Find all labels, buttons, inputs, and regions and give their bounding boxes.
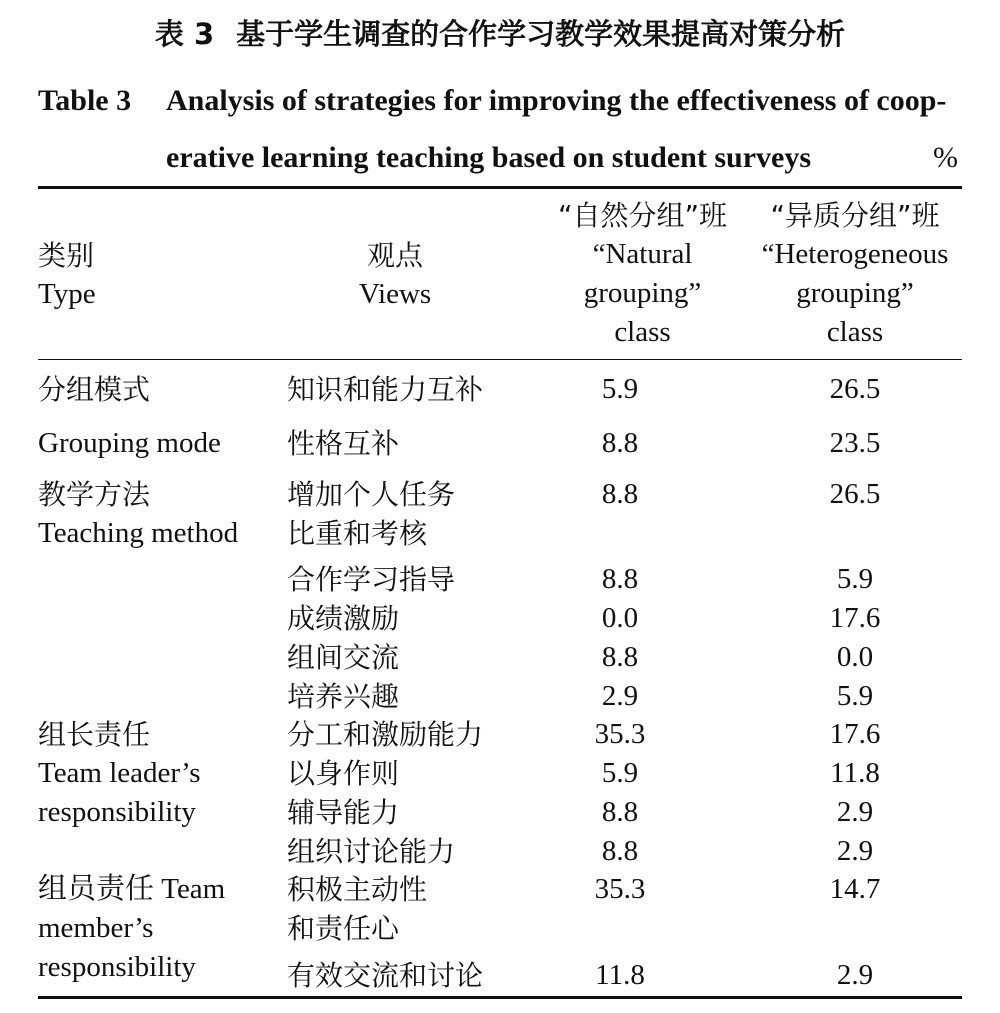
header-type-en: Type	[38, 278, 96, 310]
table-title-english-line1: Analysis of strategies for improving the effectiveness of coop-	[166, 84, 947, 117]
natural-value: 8.8	[601, 835, 639, 867]
view-cell: 和责任心	[287, 912, 400, 945]
header-hetero-line: “异质分组”班	[770, 199, 940, 232]
table-number-chinese: 表 3	[154, 17, 215, 51]
bottom-rule	[38, 996, 962, 999]
type-cell	[38, 424, 221, 463]
type-cell	[38, 870, 225, 987]
view-cell: 知识和能力互补	[287, 373, 484, 406]
view-cell: 组织讨论能力	[287, 835, 456, 868]
hetero-value: 17.6	[829, 718, 881, 750]
table-title-chinese	[0, 12, 1000, 53]
type-line: Grouping mode	[38, 427, 221, 459]
natural-value: 8.8	[601, 427, 639, 459]
hetero-value: 0.0	[836, 641, 874, 673]
hetero-value: 14.7	[829, 873, 881, 905]
view-cell: 辅导能力	[287, 796, 400, 829]
natural-value: 35.3	[594, 718, 646, 750]
view-cell: 培养兴趣	[287, 680, 400, 713]
type-line: responsibility	[38, 796, 196, 828]
view-cell: 组间交流	[287, 641, 400, 674]
unit-label: %	[933, 141, 958, 174]
table-title-english-line2: erative learning teaching based on student surveys	[166, 141, 811, 174]
hetero-value: 11.8	[830, 757, 880, 789]
view-cell: 性格互补	[287, 427, 400, 460]
header-natural-line: “自然分组”班	[557, 199, 727, 232]
hetero-value: 2.9	[836, 835, 874, 867]
hetero-value: 17.6	[829, 602, 881, 634]
natural-value: 8.8	[601, 478, 639, 510]
view-cell: 合作学习指导	[287, 563, 456, 596]
natural-value: 8.8	[601, 796, 639, 828]
header-rule	[38, 359, 962, 360]
type-line: member’s	[38, 912, 154, 944]
type-cell	[38, 475, 238, 553]
header-hetero-line: “Heterogeneous	[761, 238, 949, 270]
view-cell: 成绩激励	[287, 602, 400, 635]
header-type-cn: 类别	[38, 239, 95, 272]
type-cell	[38, 715, 201, 832]
natural-value: 2.9	[601, 680, 639, 712]
header-views	[300, 236, 490, 314]
header-hetero-line: class	[826, 316, 884, 348]
header-views-en: Views	[358, 278, 432, 310]
type-line: responsibility	[38, 951, 196, 983]
header-heterogeneous-class	[750, 196, 960, 352]
hetero-value: 26.5	[829, 478, 881, 510]
header-natural-line: “Natural	[592, 238, 693, 270]
type-line: 组长责任	[38, 718, 151, 751]
view-cell: 分工和激励能力	[287, 718, 484, 751]
natural-value: 11.8	[595, 959, 645, 991]
header-hetero-line: grouping”	[796, 277, 914, 309]
type-cell	[38, 370, 150, 409]
type-line: 组员责任 Team	[38, 873, 226, 905]
natural-value: 8.8	[601, 563, 639, 595]
natural-value: 35.3	[594, 873, 646, 905]
table-title-chinese-text: 基于学生调查的合作学习教学效果提高对策分析	[236, 17, 846, 51]
natural-value: 5.9	[601, 757, 639, 789]
hetero-value: 26.5	[829, 373, 881, 405]
top-rule	[38, 186, 962, 189]
header-type	[38, 236, 96, 314]
type-line: Teaching method	[38, 517, 239, 549]
header-natural-class	[545, 196, 740, 352]
hetero-value: 5.9	[836, 680, 874, 712]
natural-value: 0.0	[601, 602, 639, 634]
hetero-value: 2.9	[836, 959, 874, 991]
header-natural-line: class	[614, 316, 671, 348]
hetero-value: 5.9	[836, 563, 874, 595]
natural-value: 8.8	[601, 641, 639, 673]
hetero-value: 23.5	[829, 427, 881, 459]
natural-value: 5.9	[601, 373, 639, 405]
type-line: Team leader’s	[38, 757, 201, 789]
view-cell: 积极主动性	[287, 873, 428, 906]
header-natural-line: grouping”	[583, 277, 702, 309]
view-cell: 比重和考核	[287, 517, 428, 550]
hetero-value: 2.9	[836, 796, 874, 828]
view-cell: 增加个人任务	[287, 478, 456, 511]
type-line: 分组模式	[38, 373, 151, 406]
view-cell: 有效交流和讨论	[287, 959, 484, 992]
type-line: 教学方法	[38, 478, 151, 511]
header-views-cn: 观点	[366, 239, 423, 272]
view-cell: 以身作则	[287, 757, 400, 790]
table-number-english: Table 3	[38, 84, 132, 117]
table-title-english	[38, 72, 962, 186]
